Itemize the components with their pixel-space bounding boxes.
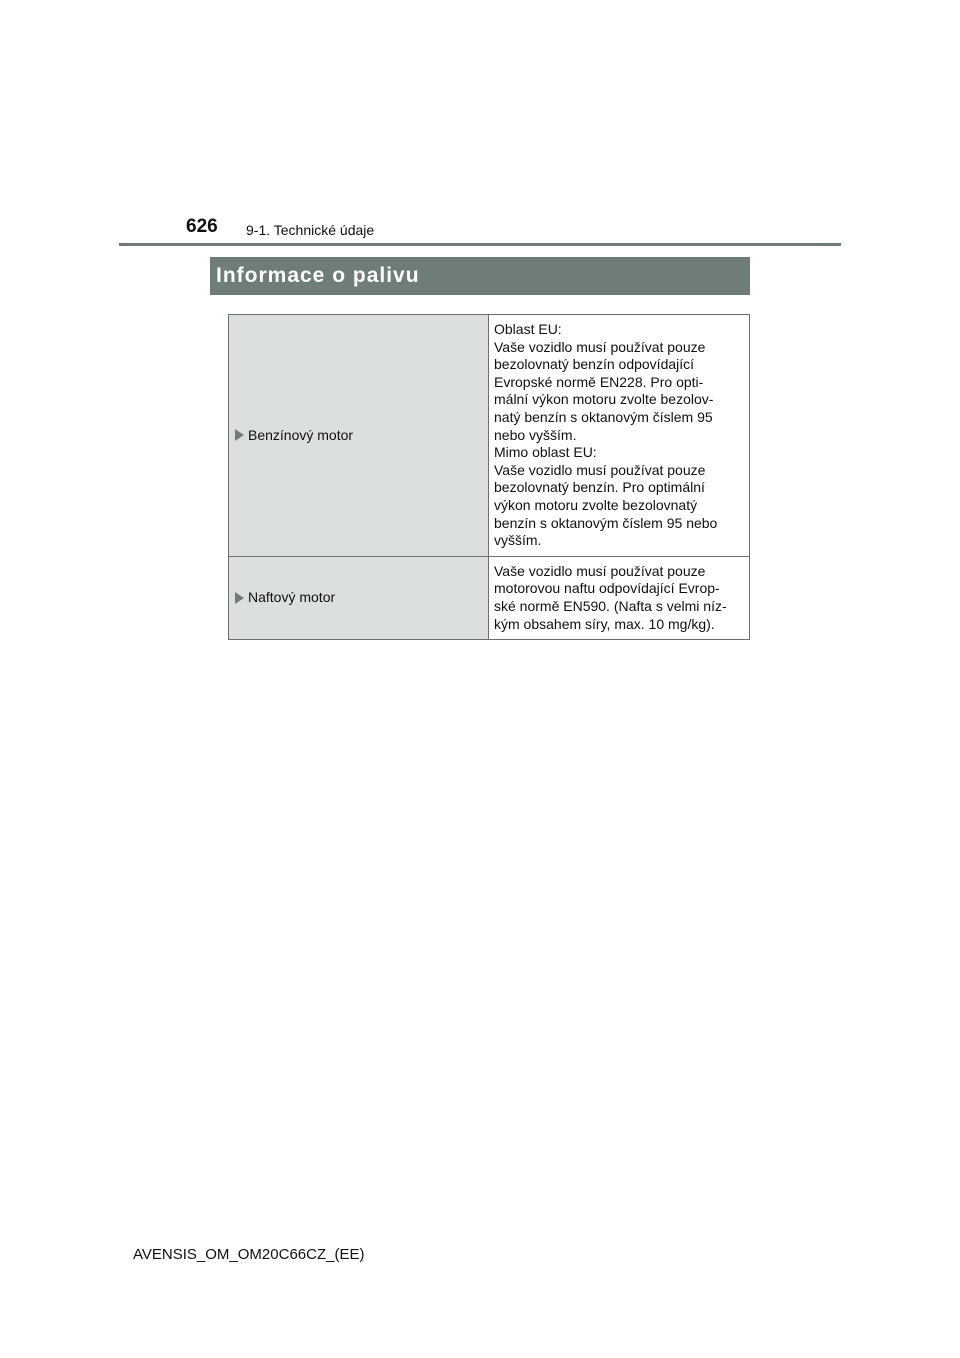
engine-cell xyxy=(229,315,489,557)
header-divider xyxy=(119,243,841,246)
fuel-requirement-cell xyxy=(489,315,750,557)
text-line: bezolovnatý benzín. Pro optimální xyxy=(494,479,705,496)
fuel-info-table xyxy=(228,314,750,640)
triangle-bullet-icon xyxy=(235,429,244,441)
table-row-petrol xyxy=(229,315,750,557)
text-line: motorovou naftu odpovídající Evrop- xyxy=(494,580,720,597)
fuel-requirement-cell xyxy=(489,556,750,639)
engine-label-petrol: Benzínový motor xyxy=(248,426,354,443)
text-line: Vaše vozidlo musí používat pouze xyxy=(494,338,706,355)
text-line: Mimo oblast EU: xyxy=(494,444,597,461)
text-line: Vaše vozidlo musí používat pouze xyxy=(494,562,706,579)
text-line: nebo vyšším. xyxy=(494,426,577,443)
page-number: 626 xyxy=(186,216,218,237)
text-line: natý benzín s oktanovým číslem 95 xyxy=(494,408,713,425)
table-row-diesel xyxy=(229,556,750,639)
text-line: benzín s oktanovým číslem 95 nebo xyxy=(494,514,718,531)
text-line: výkon motoru zvolte bezolovnatý xyxy=(494,496,698,513)
text-line: bezolovnatý benzín odpovídající xyxy=(494,356,695,373)
text-line: kým obsahem síry, max. 10 mg/kg). xyxy=(494,615,715,632)
engine-cell xyxy=(229,556,489,639)
text-line: ské normě EN590. (Nafta s velmi níz- xyxy=(494,597,727,614)
text-line: mální výkon motoru zvolte bezolov- xyxy=(494,391,714,408)
section-reference: 9-1. Technické údaje xyxy=(246,222,375,238)
text-line: Vaše vozidlo musí používat pouze xyxy=(494,461,706,478)
text-line: vyšším. xyxy=(494,532,542,549)
document-code-footer: AVENSIS_OM_OM20C66CZ_(EE) xyxy=(133,1246,365,1263)
engine-label-diesel: Naftový motor xyxy=(248,589,336,606)
text-line: Evropské normě EN228. Pro opti- xyxy=(494,373,704,390)
section-title: Informace o palivu xyxy=(210,257,750,295)
triangle-bullet-icon xyxy=(235,592,244,604)
text-line: Oblast EU: xyxy=(494,321,562,337)
